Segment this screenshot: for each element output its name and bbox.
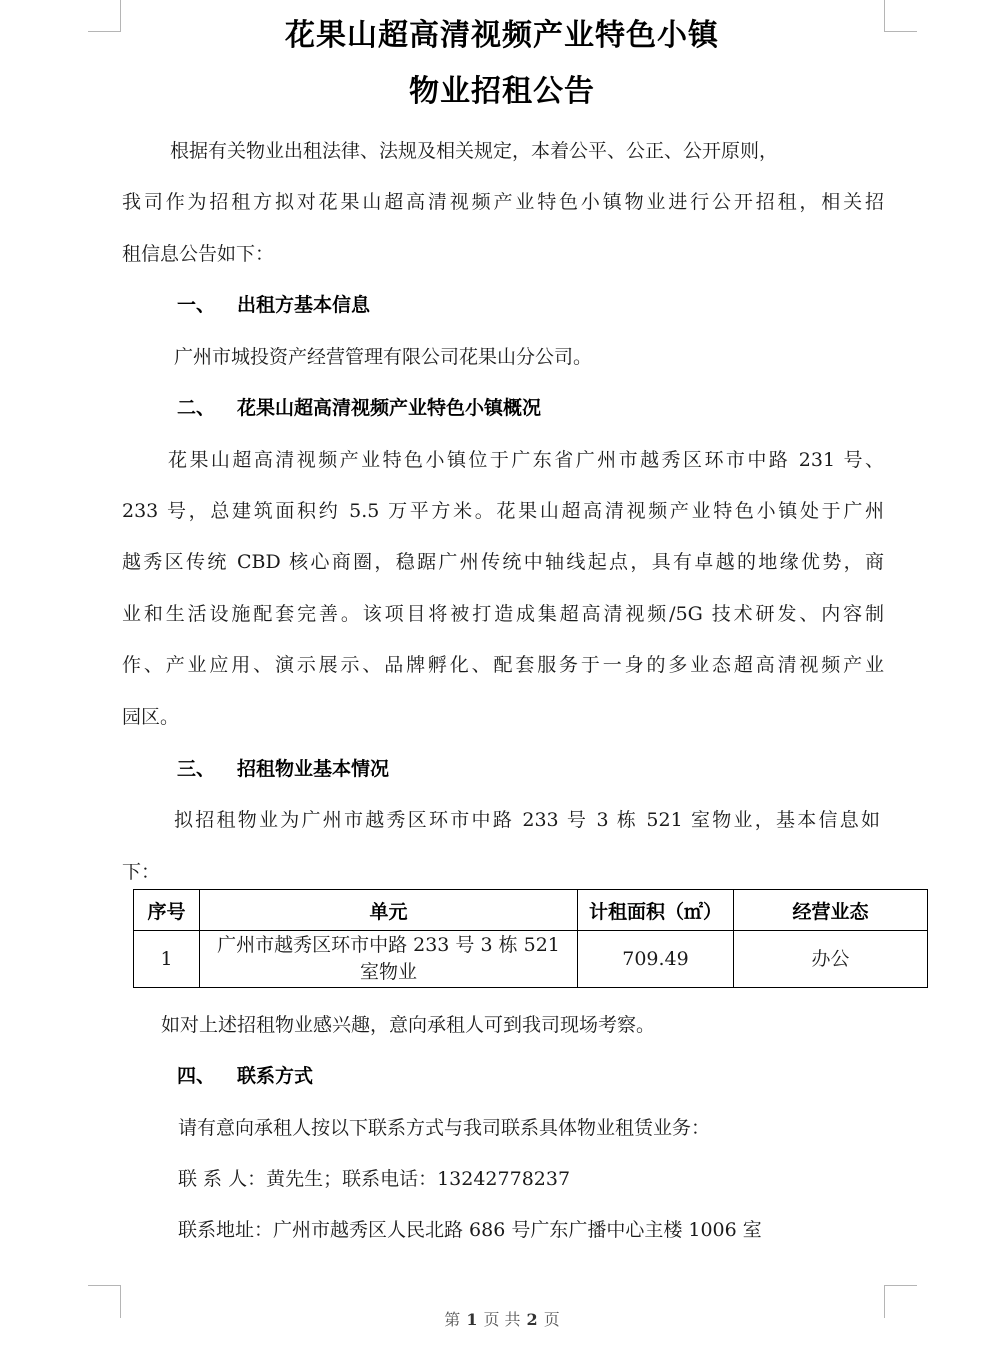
intro-line-3: 租信息公告如下： (122, 243, 275, 265)
header-index: 序号 (134, 890, 200, 931)
footer-prefix: 第 (444, 1310, 461, 1329)
cell-unit-line-2: 室物业 (359, 961, 417, 983)
footer-page-number: 1 (466, 1310, 478, 1329)
footer-suffix: 页 (543, 1310, 560, 1329)
section4-heading (177, 1063, 313, 1089)
section3-line-1: 拟招租物业为广州市越秀区环市中路 233 号 3 栋 521 室物业，基本信息如 (174, 809, 880, 831)
section2-title: 花果山超高清视频产业特色小镇概况 (237, 397, 542, 419)
section2-line-6: 园区。 (122, 706, 180, 728)
section3-title: 招租物业基本情况 (237, 758, 390, 780)
section2-line-4: 业和生活设施配套完善。该项目将被打造成集超高清视频/5G 技术研发、内容制 (122, 603, 884, 625)
section3-number: 三、 (177, 758, 216, 780)
contact-person: 联 系 人：黄先生；联系电话：13242778237 (178, 1168, 571, 1190)
section1-heading (177, 292, 370, 318)
section4-number: 四、 (177, 1065, 216, 1087)
section4-line-1: 请有意向承租人按以下联系方式与我司联系具体物业租赁业务： (178, 1117, 711, 1139)
section4-title: 联系方式 (237, 1065, 314, 1087)
property-table (133, 889, 928, 988)
table-row (134, 931, 928, 988)
section2-heading (177, 395, 541, 421)
cell-area: 709.49 (578, 931, 734, 988)
footer-mid: 页 共 (483, 1310, 521, 1329)
document-title-line1: 花果山超高清视频产业特色小镇 (285, 18, 719, 53)
header-usage: 经营业态 (734, 890, 928, 931)
section1-title: 出租方基本信息 (237, 294, 371, 316)
section2-line-2: 233 号，总建筑面积约 5.5 万平方米。花果山超高清视频产业特色小镇处于广州 (122, 500, 884, 522)
footer-total-pages: 2 (526, 1310, 538, 1329)
section3-heading (177, 756, 389, 782)
section3-line-2: 下： (122, 861, 161, 883)
contact-address: 联系地址：广州市越秀区人民北路 686 号广东广播中心主楼 1006 室 (178, 1219, 762, 1241)
intro-line-1: 根据有关物业出租法律、法规及相关规定，本着公平、公正、公开原则， (170, 140, 779, 162)
page-footer (0, 1307, 1004, 1330)
cell-unit-line-1: 广州市越秀区环市中路 233 号 3 栋 521 (217, 934, 560, 956)
intro-line-2: 我司作为招租方拟对花果山超高清视频产业特色小镇物业进行公开招租，相关招 (122, 191, 884, 213)
section1-body: 广州市城投资产经营管理有限公司花果山分公司。 (174, 346, 593, 368)
section3-after-table: 如对上述招租物业感兴趣，意向承租人可到我司现场考察。 (161, 1014, 656, 1036)
section2-line-1: 花果山超高清视频产业特色小镇位于广东省广州市越秀区环市中路 231 号、 (168, 449, 884, 471)
document-title-line2: 物业招租公告 (409, 74, 595, 109)
table-header-row (134, 890, 928, 931)
section2-number: 二、 (177, 397, 216, 419)
cell-unit (200, 931, 578, 988)
cell-index: 1 (134, 931, 200, 988)
header-area: 计租面积（㎡） (578, 890, 734, 931)
header-unit: 单元 (200, 890, 578, 931)
section2-line-3: 越秀区传统 CBD 核心商圈，稳踞广州传统中轴线起点，具有卓越的地缘优势，商 (122, 551, 884, 573)
section1-number: 一、 (177, 294, 216, 316)
section2-line-5: 作、产业应用、演示展示、品牌孵化、配套服务于一身的多业态超高清视频产业 (122, 654, 884, 676)
cell-usage: 办公 (734, 931, 928, 988)
